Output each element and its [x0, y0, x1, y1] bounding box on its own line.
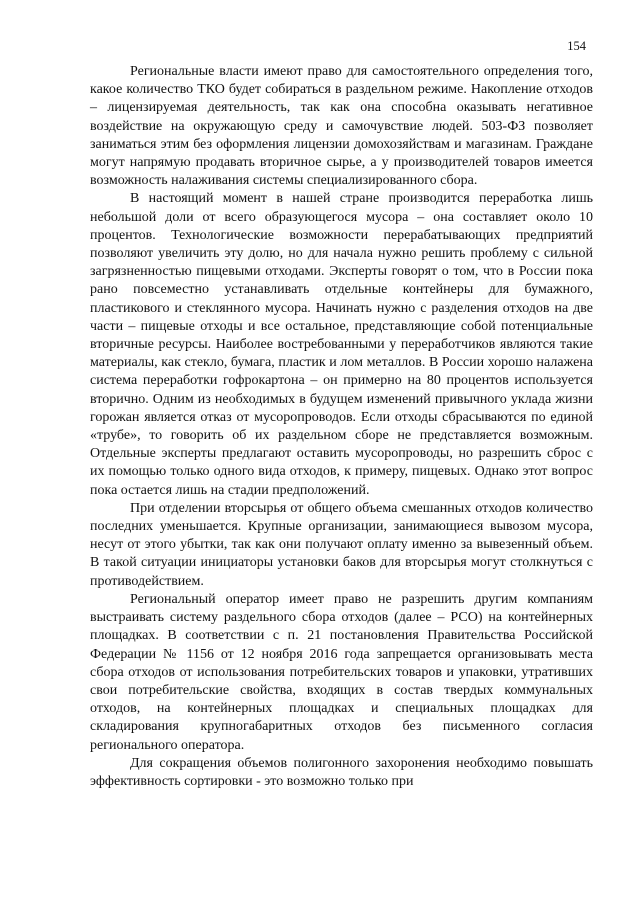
paragraph-regional-authorities: Региональные власти имеют право для самостоятельного определения того, какое количество ТКО будет собираться в раздельном режиме. Накопление отходов – лицензируемая деятельность, так как она способна оказывать негативное воздействие на окружающую среду и самочувствие людей. 503-ФЗ позволяет заниматься этим без оформления лицензии домохозяйствам и магазинам. Граждане могут напрямую продавать вторичное сырье, а у производителей товаров имеется возможность налаживания системы специализированного сбора. [90, 64, 593, 189]
paragraph-recycling-share: В настоящий момент в нашей стране производится переработка лишь небольшой доли от всего образующегося мусора – она составляет около 10 процентов. Технологические возможности перерабатывающих предприятий позволяют увеличить эту долю, но для начала нужно решить проблему с сильной загрязненностью пищевыми отходами. Эксперты говорят о том, что в России пока рано повсеместно устанавливать отдельные контейнеры для бумажного, пластикового и стеклянного мусора. Начинать нужно с разделения отходов на две части – пищевые отходы и все остальное, представляющие собой потенциальные вторичные ресурсы. Наиболее востребованными у переработчиков являются такие материалы, как стекло, бумага, пластик и лом металлов. В России хорошо налажена система переработки гофрокартона – он примерно на 80 процентов используется вторично. Одним из необходимых в будущем изменений привычного уклада жизни горожан является отказ от мусоропроводов. Если отходы сбрасываются по единой «трубе», то говорить об их раздельном сборе не представляется возможным. Отдельные эксперты предлагают оставить мусоропроводы, но разрешить сброс с их помощью только одного вида отходов, к примеру, пищевых. Однако этот вопрос пока остается лишь на стадии предположений. [90, 191, 593, 498]
paragraph-landfill-reduction: Для сокращения объемов полигонного захоронения необходимо повышать эффективность сортировки - это возможно только при [90, 755, 593, 789]
page-number: 154 [567, 39, 586, 53]
paragraph-recyclables-separation: При отделении вторсырья от общего объема смешанных отходов количество последних уменьшается. Крупные организации, занимающиеся вывозом мусора, несут от этого убытки, так как они получают оплату именно за вывезенный объем. В такой ситуации инициаторы установки баков для вторсырья могут столкнуться с противодействием. [90, 500, 593, 589]
document-body [90, 63, 593, 791]
paragraph-regional-operator: Региональный оператор имеет право не разрешить другим компаниям выстраивать систему раздельного сбора отходов (далее – РСО) на контейнерных площадках. В соответствии с п. 21 постановления Правительства Российской Федерации № 1156 от 12 ноября 2016 года запрещается организовывать места сбора отходов от использования потребительских товаров и упаковки, утративших свои потребительские свойства, входящих в состав твердых коммунальных отходов, на контейнерных площадках и специальных площадках для складирования крупногабаритных отходов без письменного согласия регионального оператора. [90, 591, 593, 753]
